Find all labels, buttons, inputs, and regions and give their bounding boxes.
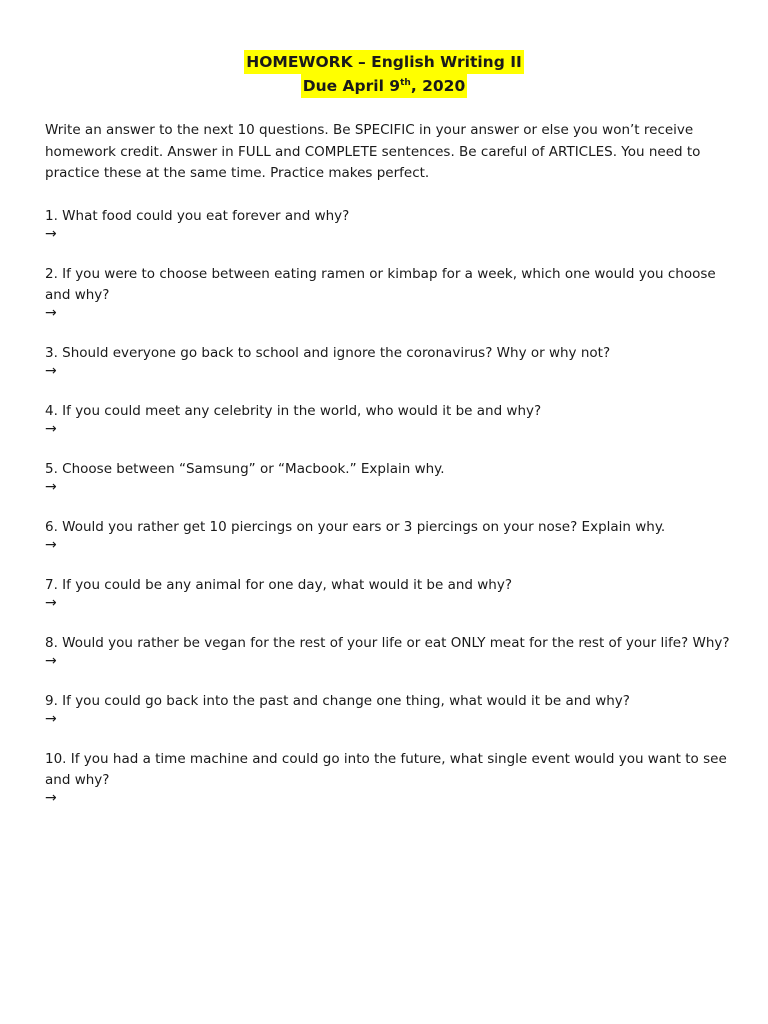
answer-arrow-icon: → — [45, 421, 57, 437]
instructions-paragraph: Write an answer to the next 10 questions. Be SPECIFIC in your answer or else you won’t receive homework credit. Answer in FULL and COMPLETE sentences. Be careful of ARTICLES. You need to practice these at the same time. Practice makes perfect. — [45, 122, 701, 181]
due-date-prefix: Due April 9 — [302, 77, 401, 95]
question-item — [45, 633, 735, 671]
question-text: 9. If you could go back into the past and change one thing, what would it be and why? — [45, 693, 630, 709]
answer-arrow-icon: → — [45, 653, 57, 669]
question-item — [45, 459, 735, 497]
question-text: 10. If you had a time machine and could go into the future, what single event would you want to see and why? — [45, 751, 727, 788]
question-text: 5. Choose between “Samsung” or “Macbook.” Explain why. — [45, 461, 445, 477]
answer-arrow-icon: → — [45, 595, 57, 611]
question-text: 8. Would you rather be vegan for the rest of your life or eat ONLY meat for the rest of your life? Why? — [45, 635, 730, 651]
question-text: 2. If you were to choose between eating ramen or kimbap for a week, which one would you choose and why? — [45, 266, 716, 303]
question-item — [45, 401, 735, 439]
question-item — [45, 575, 735, 613]
answer-arrow-icon: → — [45, 790, 57, 806]
homework-title: HOMEWORK – English Writing II — [244, 50, 524, 74]
answer-arrow-icon: → — [45, 537, 57, 553]
due-date — [301, 74, 468, 98]
question-item — [45, 206, 735, 244]
due-date-ordinal: th — [400, 78, 411, 88]
question-item — [45, 749, 735, 808]
question-text: 6. Would you rather get 10 piercings on your ears or 3 piercings on your nose? Explain why. — [45, 519, 666, 535]
question-text: 1. What food could you eat forever and why? — [45, 208, 350, 224]
answer-arrow-icon: → — [45, 305, 57, 321]
question-text: 3. Should everyone go back to school and ignore the coronavirus? Why or why not? — [45, 345, 611, 361]
question-text: 7. If you could be any animal for one day, what would it be and why? — [45, 577, 513, 593]
question-item — [45, 343, 735, 381]
question-item — [45, 517, 735, 555]
answer-arrow-icon: → — [45, 479, 57, 495]
question-list — [45, 206, 735, 828]
question-text: 4. If you could meet any celebrity in the world, who would it be and why? — [45, 403, 542, 419]
question-item — [45, 691, 735, 729]
answer-arrow-icon: → — [45, 226, 57, 242]
answer-arrow-icon: → — [45, 363, 57, 379]
title-block — [0, 50, 768, 98]
answer-arrow-icon: → — [45, 711, 57, 727]
question-item — [45, 264, 735, 323]
due-date-suffix: , 2020 — [410, 77, 466, 95]
